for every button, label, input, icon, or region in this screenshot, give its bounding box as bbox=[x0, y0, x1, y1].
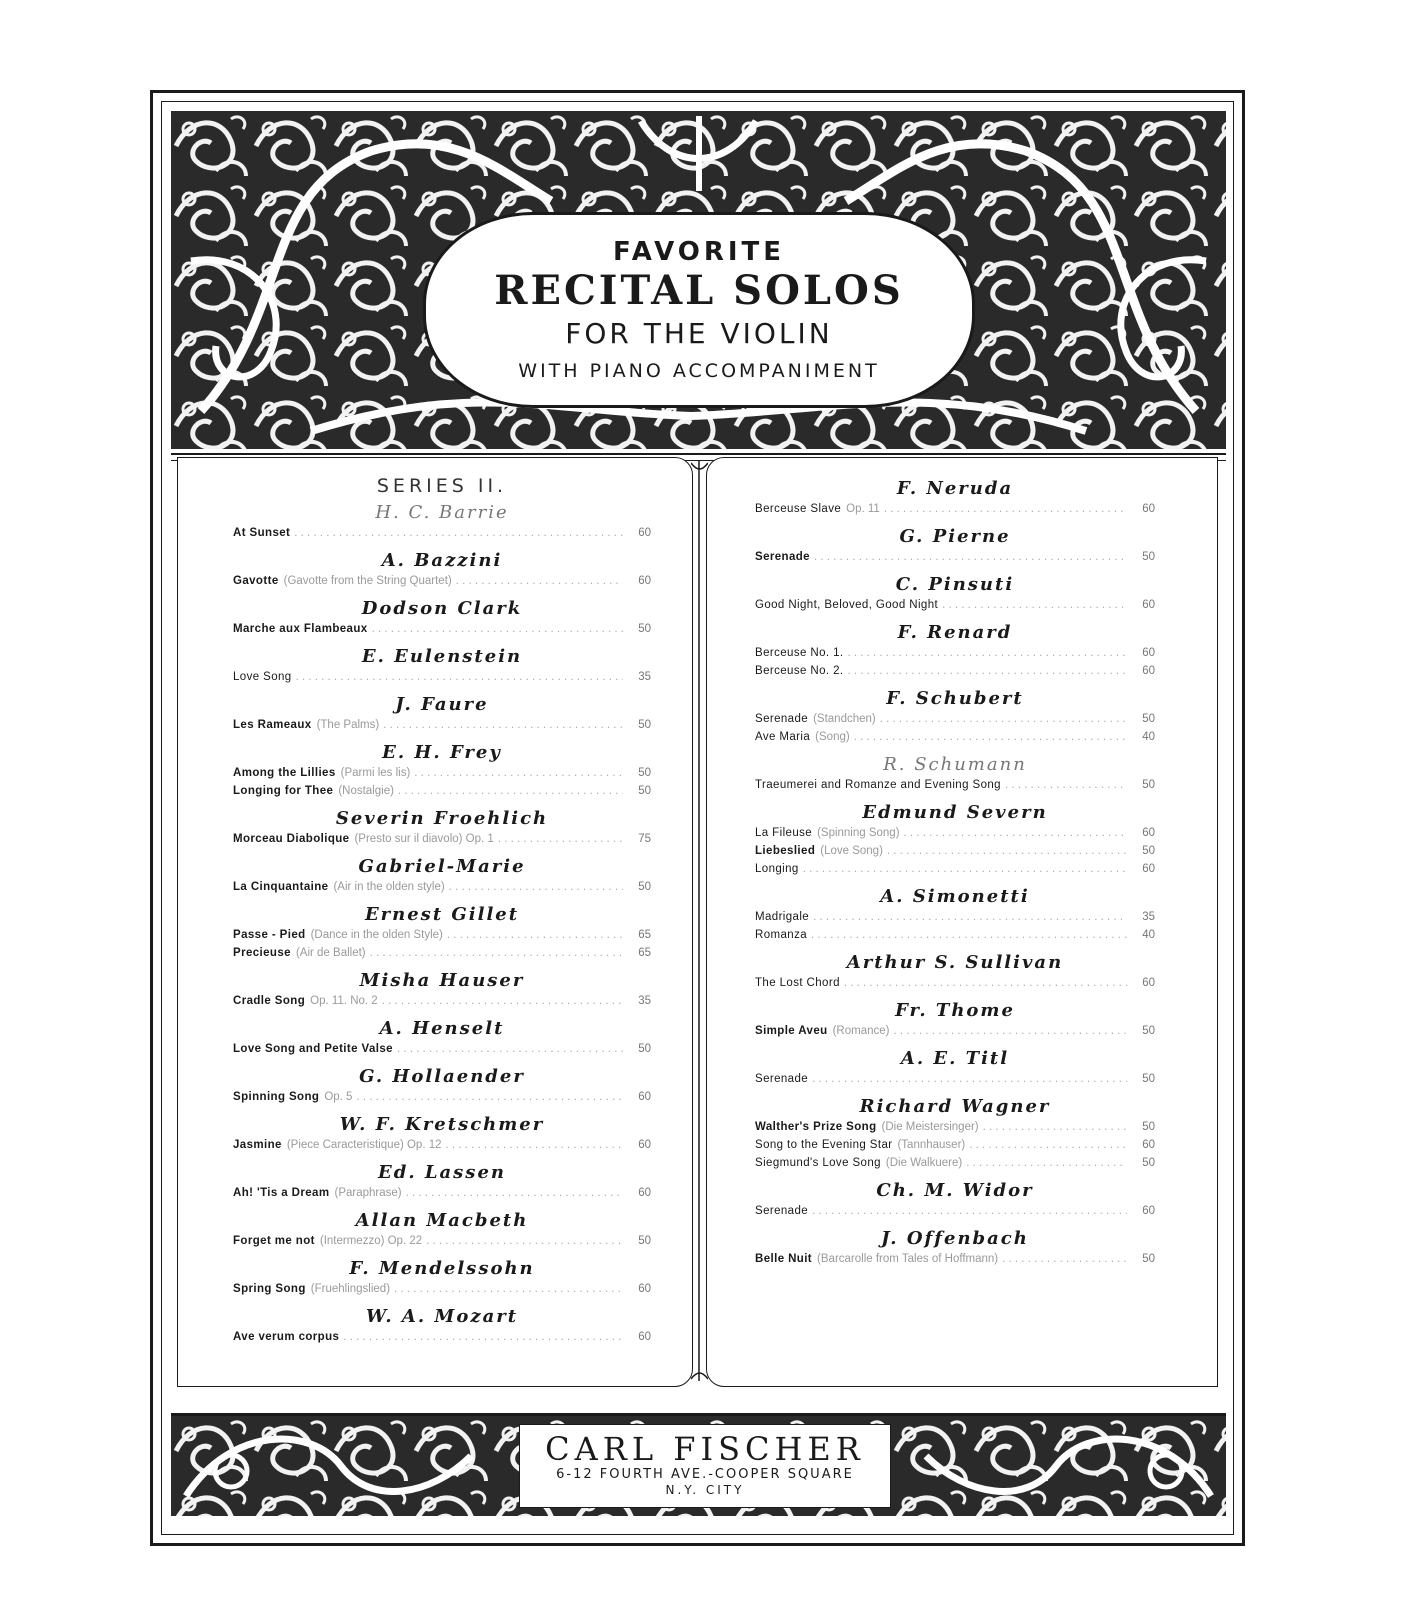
catalogue-entry bbox=[755, 1202, 1155, 1220]
piece-price: 60 bbox=[1142, 1139, 1155, 1151]
catalogue-entry bbox=[755, 908, 1155, 926]
catalogue-entry bbox=[755, 824, 1155, 842]
piece-description: (Love Song) bbox=[820, 845, 883, 857]
page-frame bbox=[150, 90, 1245, 1546]
catalogue-entry bbox=[233, 782, 651, 800]
piece-title: The Lost Chord bbox=[755, 977, 840, 989]
leader-dots bbox=[394, 1280, 623, 1298]
leader-dots bbox=[854, 728, 1127, 746]
piece-title: Spring Song bbox=[233, 1283, 306, 1295]
piece-title: Ave verum corpus bbox=[233, 1331, 340, 1343]
catalogue-entry bbox=[233, 1184, 651, 1202]
leader-dots bbox=[1002, 1250, 1127, 1268]
piece-title: Longing bbox=[755, 863, 799, 875]
composer-heading: F. Renard bbox=[897, 622, 1013, 643]
piece-price: 50 bbox=[1142, 1157, 1155, 1169]
catalogue-entry bbox=[755, 1022, 1155, 1040]
composer-heading: G. Pierne bbox=[899, 526, 1011, 547]
series-title: SERIES II. bbox=[376, 475, 508, 497]
piece-price: 60 bbox=[1142, 1205, 1155, 1217]
leader-dots bbox=[383, 716, 623, 734]
piece-price: 50 bbox=[1142, 1025, 1155, 1037]
leader-dots bbox=[1005, 776, 1127, 794]
piece-title: Simple Aveu bbox=[755, 1025, 828, 1037]
piece-description: (The Palms) bbox=[316, 719, 380, 731]
piece-description: (Nostalgie) bbox=[338, 785, 394, 797]
composer-heading: Ed. Lassen bbox=[378, 1162, 506, 1183]
piece-price: 60 bbox=[638, 1091, 651, 1103]
piece-price: 50 bbox=[638, 719, 651, 731]
piece-description: (Romance) bbox=[832, 1025, 890, 1037]
piece-title: Love Song bbox=[233, 671, 292, 683]
piece-price: 60 bbox=[1142, 665, 1155, 677]
piece-title: Romanza bbox=[755, 929, 808, 941]
piece-price: 60 bbox=[638, 1331, 651, 1343]
composer-heading: Arthur S. Sullivan bbox=[846, 952, 1064, 973]
leader-dots bbox=[983, 1118, 1127, 1136]
piece-description: (Song) bbox=[815, 731, 850, 743]
catalogue-entry bbox=[233, 1328, 651, 1346]
piece-title: At Sunset bbox=[233, 527, 291, 539]
piece-title: Marche aux Flambeaux bbox=[233, 623, 368, 635]
leader-dots bbox=[813, 908, 1127, 926]
composer-heading: A. E. Titl bbox=[900, 1048, 1010, 1069]
piece-description: (Presto sur il diavolo) Op. 1 bbox=[354, 833, 494, 845]
piece-price: 50 bbox=[1142, 779, 1155, 791]
leader-dots bbox=[456, 572, 623, 590]
composer-heading: Allan Macbeth bbox=[355, 1210, 529, 1231]
piece-title: Gavotte bbox=[233, 575, 279, 587]
leader-dots bbox=[966, 1154, 1127, 1172]
leader-dots bbox=[847, 644, 1127, 662]
leader-dots bbox=[343, 1328, 623, 1346]
catalogue-column-left bbox=[233, 474, 651, 1350]
catalogue-column-right bbox=[755, 474, 1155, 1272]
composer-heading: F. Neruda bbox=[896, 478, 1014, 499]
composer-heading: F. Schubert bbox=[886, 688, 1024, 709]
leader-dots bbox=[812, 1202, 1127, 1220]
piece-title: Passe - Pied bbox=[233, 929, 306, 941]
piece-description: (Intermezzo) Op. 22 bbox=[319, 1235, 423, 1247]
title-line-favorite: FAVORITE bbox=[612, 237, 786, 267]
catalogue-entry bbox=[233, 620, 651, 638]
catalogue-entry bbox=[233, 1136, 651, 1154]
composer-heading: Richard Wagner bbox=[859, 1096, 1051, 1117]
piece-title: Jasmine bbox=[233, 1139, 282, 1151]
piece-title: Berceuse Slave bbox=[755, 503, 842, 515]
piece-description: Op. 11 bbox=[846, 503, 880, 515]
leader-dots bbox=[446, 1136, 623, 1154]
leader-dots bbox=[426, 1232, 623, 1250]
catalogue-entry bbox=[233, 1040, 651, 1058]
piece-title: Good Night, Beloved, Good Night bbox=[755, 599, 939, 611]
piece-description: (Standchen) bbox=[813, 713, 876, 725]
piece-description: (Spinning Song) bbox=[817, 827, 900, 839]
piece-title: La Cinquantaine bbox=[233, 881, 329, 893]
publisher-box bbox=[519, 1424, 891, 1508]
piece-title: Belle Nuit bbox=[755, 1253, 813, 1265]
catalogue-entry bbox=[755, 662, 1155, 680]
composer-heading: E. H. Frey bbox=[382, 742, 502, 763]
catalogue-entry bbox=[755, 548, 1155, 566]
piece-price: 40 bbox=[1142, 929, 1155, 941]
composer-heading: H. C. Barrie bbox=[375, 502, 509, 523]
leader-dots bbox=[904, 824, 1127, 842]
catalogue-entry bbox=[233, 926, 651, 944]
composer-heading: W. F. Kretschmer bbox=[339, 1114, 545, 1135]
leader-dots bbox=[382, 992, 623, 1010]
piece-title: Traeumerei and Romanze and Evening Song bbox=[755, 779, 1001, 791]
leader-dots bbox=[969, 1136, 1127, 1154]
catalogue-entry bbox=[755, 596, 1155, 614]
leader-dots bbox=[884, 500, 1127, 518]
leader-dots bbox=[811, 926, 1127, 944]
catalogue-entry bbox=[233, 1280, 651, 1298]
piece-title: Among the Lillies bbox=[233, 767, 336, 779]
piece-title: Walther's Prize Song bbox=[755, 1121, 877, 1133]
piece-description: (Fruehlingslied) bbox=[310, 1283, 391, 1295]
piece-description: Op. 11. No. 2 bbox=[310, 995, 378, 1007]
leader-dots bbox=[294, 524, 623, 542]
composer-heading: G. Hollaender bbox=[359, 1066, 525, 1087]
catalogue-entry bbox=[233, 944, 651, 962]
composer-heading: Ch. M. Widor bbox=[876, 1180, 1034, 1201]
composer-heading: A. Bazzini bbox=[381, 550, 503, 571]
catalogue-entry bbox=[755, 1136, 1155, 1154]
piece-price: 50 bbox=[1142, 1253, 1155, 1265]
leader-dots bbox=[942, 596, 1127, 614]
catalogue-entry bbox=[233, 878, 651, 896]
piece-price: 40 bbox=[1142, 731, 1155, 743]
catalogue-entry bbox=[755, 860, 1155, 878]
piece-description: (Barcarolle from Tales of Hoffmann) bbox=[817, 1253, 999, 1265]
piece-price: 60 bbox=[638, 1283, 651, 1295]
leader-dots bbox=[356, 1088, 623, 1106]
composer-heading: Edmund Severn bbox=[862, 802, 1048, 823]
leader-dots bbox=[880, 710, 1127, 728]
piece-price: 60 bbox=[638, 527, 651, 539]
piece-price: 60 bbox=[638, 575, 651, 587]
composer-heading: F. Mendelssohn bbox=[349, 1258, 535, 1279]
piece-title: Longing for Thee bbox=[233, 785, 334, 797]
piece-price: 60 bbox=[1142, 827, 1155, 839]
composer-heading: Dodson Clark bbox=[361, 598, 523, 619]
piece-title: Siegmund's Love Song bbox=[755, 1157, 881, 1169]
leader-dots bbox=[893, 1022, 1127, 1040]
piece-price: 60 bbox=[1142, 503, 1155, 515]
piece-title: Serenade bbox=[755, 1205, 809, 1217]
piece-price: 50 bbox=[1142, 713, 1155, 725]
piece-title: Precieuse bbox=[233, 947, 291, 959]
piece-title: Berceuse No. 1. bbox=[755, 647, 844, 659]
catalogue-entry bbox=[233, 668, 651, 686]
catalogue-entry bbox=[755, 644, 1155, 662]
catalogue-entry bbox=[233, 830, 651, 848]
piece-price: 50 bbox=[1142, 1121, 1155, 1133]
piece-price: 65 bbox=[638, 947, 651, 959]
piece-description: (Gavotte from the String Quartet) bbox=[283, 575, 452, 587]
catalogue-entry bbox=[233, 1232, 651, 1250]
catalogue-entry bbox=[233, 992, 651, 1010]
piece-price: 50 bbox=[638, 785, 651, 797]
title-cartouche bbox=[423, 212, 975, 408]
leader-dots bbox=[406, 1184, 623, 1202]
composer-heading: W. A. Mozart bbox=[365, 1306, 519, 1327]
catalogue-entry bbox=[755, 1250, 1155, 1268]
composer-heading: J. Offenbach bbox=[881, 1228, 1029, 1249]
leader-dots bbox=[844, 974, 1127, 992]
title-line-recital-solos: RECITAL SOLOS bbox=[494, 267, 904, 314]
catalogue-entry bbox=[755, 1154, 1155, 1172]
piece-price: 60 bbox=[1142, 863, 1155, 875]
catalogue-entry bbox=[755, 1118, 1155, 1136]
piece-description: (Air in the olden style) bbox=[333, 881, 445, 893]
catalogue-panel-right bbox=[706, 457, 1218, 1387]
catalogue-entry bbox=[233, 1088, 651, 1106]
catalogue-entry bbox=[755, 974, 1155, 992]
piece-title: Song to the Evening Star bbox=[755, 1139, 893, 1151]
piece-price: 35 bbox=[638, 995, 651, 1007]
catalogue-entry bbox=[233, 764, 651, 782]
piece-title: Ave Maria bbox=[755, 731, 811, 743]
piece-title: Les Rameaux bbox=[233, 719, 312, 731]
leader-dots bbox=[887, 842, 1127, 860]
piece-price: 35 bbox=[638, 671, 651, 683]
piece-price: 50 bbox=[638, 1043, 651, 1055]
piece-title: Serenade bbox=[755, 551, 810, 563]
piece-title: Ah! 'Tis a Dream bbox=[233, 1187, 330, 1199]
catalogue-entry bbox=[755, 842, 1155, 860]
piece-title: Serenade bbox=[755, 713, 809, 725]
leader-dots bbox=[803, 860, 1127, 878]
piece-price: 50 bbox=[638, 623, 651, 635]
leader-dots bbox=[498, 830, 623, 848]
piece-description: (Tannhauser) bbox=[897, 1139, 966, 1151]
piece-description: (Air de Ballet) bbox=[295, 947, 366, 959]
catalogue-entry bbox=[233, 524, 651, 542]
piece-price: 50 bbox=[1142, 1073, 1155, 1085]
catalogue-entry bbox=[755, 728, 1155, 746]
composer-heading: Ernest Gillet bbox=[364, 904, 520, 925]
footer-ornament bbox=[171, 1413, 1226, 1516]
composer-heading: E. Eulenstein bbox=[361, 646, 523, 667]
composer-heading: C. Pinsuti bbox=[895, 574, 1015, 595]
catalogue-entry bbox=[755, 710, 1155, 728]
piece-price: 75 bbox=[638, 833, 651, 845]
title-line-for-the-violin: FOR THE VIOLIN bbox=[565, 317, 833, 350]
piece-price: 50 bbox=[1142, 845, 1155, 857]
composer-heading: A. Simonetti bbox=[880, 886, 1030, 907]
leader-dots bbox=[447, 926, 623, 944]
leader-dots bbox=[398, 782, 623, 800]
catalogue-entry bbox=[755, 926, 1155, 944]
piece-title: Forget me not bbox=[233, 1235, 315, 1247]
piece-price: 60 bbox=[1142, 977, 1155, 989]
leader-dots bbox=[397, 1040, 623, 1058]
piece-price: 50 bbox=[1142, 551, 1155, 563]
piece-price: 65 bbox=[638, 929, 651, 941]
leader-dots bbox=[812, 1070, 1127, 1088]
composer-heading: A. Henselt bbox=[379, 1018, 505, 1039]
composer-heading: Gabriel-Marie bbox=[358, 856, 526, 877]
publisher-address: 6-12 FOURTH AVE.-COOPER SQUARE bbox=[556, 1467, 854, 1482]
piece-price: 60 bbox=[638, 1139, 651, 1151]
title-line-accompaniment: WITH PIANO ACCOMPANIMENT bbox=[518, 360, 880, 382]
piece-title: Liebeslied bbox=[755, 845, 816, 857]
leader-dots bbox=[372, 620, 623, 638]
piece-description: Op. 5 bbox=[324, 1091, 353, 1103]
piece-description: (Piece Caracteristique) Op. 12 bbox=[286, 1139, 442, 1151]
piece-price: 35 bbox=[1142, 911, 1155, 923]
composer-heading: Misha Hauser bbox=[359, 970, 525, 991]
piece-price: 50 bbox=[638, 767, 651, 779]
piece-price: 50 bbox=[638, 1235, 651, 1247]
piece-price: 60 bbox=[638, 1187, 651, 1199]
catalogue-entry bbox=[755, 500, 1155, 518]
composer-heading: J. Faure bbox=[395, 694, 489, 715]
piece-description: (Die Meistersinger) bbox=[881, 1121, 979, 1133]
catalogue-entry bbox=[755, 776, 1155, 794]
piece-title: Berceuse No. 2. bbox=[755, 665, 844, 677]
leader-dots bbox=[847, 662, 1127, 680]
leader-dots bbox=[370, 944, 623, 962]
catalogue-entry bbox=[755, 1070, 1155, 1088]
header-ornament bbox=[171, 111, 1226, 449]
piece-title: Love Song and Petite Valse bbox=[233, 1043, 393, 1055]
piece-title: Spinning Song bbox=[233, 1091, 320, 1103]
piece-description: (Parmi les lis) bbox=[340, 767, 411, 779]
piece-title: Madrigale bbox=[755, 911, 810, 923]
piece-title: Serenade bbox=[755, 1073, 809, 1085]
catalogue-entry bbox=[233, 572, 651, 590]
leader-dots bbox=[449, 878, 623, 896]
piece-description: (Dance in the olden Style) bbox=[310, 929, 443, 941]
catalogue-entry bbox=[233, 716, 651, 734]
piece-price: 60 bbox=[1142, 647, 1155, 659]
publisher-name: CARL FISCHER bbox=[545, 1430, 865, 1468]
piece-description: (Die Walkuere) bbox=[885, 1157, 963, 1169]
leader-dots bbox=[814, 548, 1127, 566]
publisher-city: N.Y. CITY bbox=[665, 1483, 745, 1497]
composer-heading: R. Schumann bbox=[883, 754, 1027, 775]
composer-heading: Fr. Thome bbox=[895, 1000, 1015, 1021]
catalogue-panel-left bbox=[177, 457, 693, 1387]
piece-title: La Fileuse bbox=[755, 827, 813, 839]
leader-dots bbox=[414, 764, 623, 782]
composer-heading: Severin Froehlich bbox=[335, 808, 549, 829]
leader-dots bbox=[296, 668, 623, 686]
piece-price: 50 bbox=[638, 881, 651, 893]
piece-description: (Paraphrase) bbox=[334, 1187, 402, 1199]
piece-price: 60 bbox=[1142, 599, 1155, 611]
piece-title: Morceau Diabolique bbox=[233, 833, 350, 845]
piece-title: Cradle Song bbox=[233, 995, 306, 1007]
